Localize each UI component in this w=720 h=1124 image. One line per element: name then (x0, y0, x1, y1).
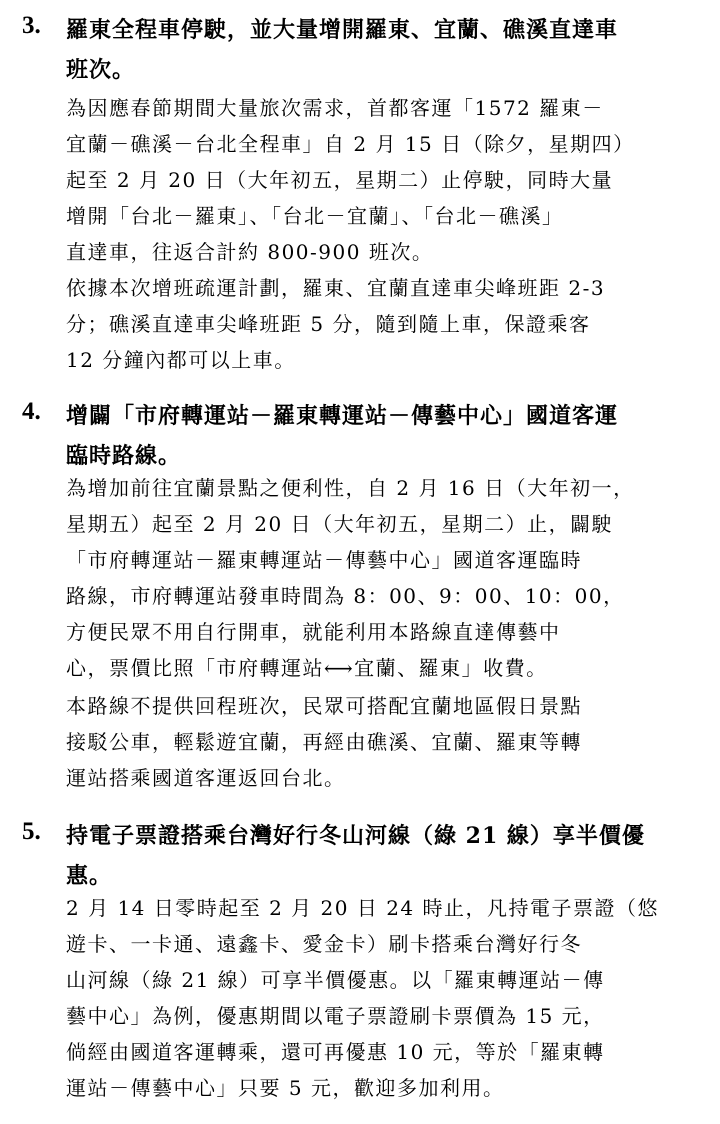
text-line: 路線，市府轉運站發車時間為 8：00、9：00、10：00， (66, 584, 625, 608)
text-line: 12 分鐘內都可以上車。 (66, 348, 296, 372)
text-line: 星期五）起至 2 月 20 日（大年初五，星期二）止，闢駛 (66, 512, 614, 536)
section-title-line: 持電子票證搭乘台灣好行冬山河線（綠 21 線）享半價優 (66, 823, 645, 849)
section-title (66, 816, 706, 896)
section-number: 5. (22, 818, 41, 845)
text-line: 為增加前往宜蘭景點之便利性，自 2 月 16 日（大年初一， (66, 476, 635, 500)
paragraph (66, 688, 696, 796)
paragraph (66, 270, 696, 378)
section-number: 4. (22, 398, 41, 425)
text-line: 增開「台北－羅東」、「台北－宜蘭」、「台北－礁溪」 (66, 204, 564, 228)
section-title-line: 班次。 (66, 57, 136, 83)
text-line: 直達車，往返合計約 800-900 班次。 (66, 240, 434, 264)
text-line: 運站搭乘國道客運返回台北。 (66, 766, 346, 790)
section-title-line: 羅東全程車停駛，並大量增開羅東、宜蘭、礁溪直達車 (66, 17, 619, 43)
section-title-line: 臨時路線。 (66, 443, 182, 469)
section-title (66, 396, 706, 476)
text-line: 分；礁溪直達車尖峰班距 5 分，隨到隨上車，保證乘客 (66, 312, 591, 336)
section-title-line: 惠。 (66, 863, 113, 889)
paragraph (66, 470, 696, 686)
text-line: 依據本次增班疏運計劃，羅東、宜蘭直達車尖峰班距 2-3 (66, 276, 606, 300)
paragraph (66, 890, 696, 1106)
text-line: 倘經由國道客運轉乘，還可再優惠 10 元，等於「羅東轉 (66, 1040, 605, 1064)
section-number: 3. (22, 12, 41, 39)
text-line: 「市府轉運站－羅東轉運站－傳藝中心」國道客運臨時 (66, 548, 582, 572)
text-line: 宜蘭－礁溪－台北全程車」自 2 月 15 日（除夕，星期四） (66, 132, 635, 156)
text-line: 方便民眾不用自行開車，就能利用本路線直達傳藝中 (66, 620, 561, 644)
text-line: 起至 2 月 20 日（大年初五，星期二）止停駛，同時大量 (66, 168, 614, 192)
text-line: 遊卡、一卡通、遠鑫卡、愛金卡）刷卡搭乘台灣好行冬 (66, 932, 582, 956)
text-line: 山河線（綠 21 線）可享半價優惠。以「羅東轉運站－傳 (66, 968, 605, 992)
text-line: 心，票價比照「市府轉運站⟷宜蘭、羅東」收費。 (66, 656, 548, 680)
paragraph (66, 90, 696, 270)
text-line: 本路線不提供回程班次，民眾可搭配宜蘭地區假日景點 (66, 694, 582, 718)
section-title (66, 10, 706, 90)
text-line: 運站－傳藝中心」只要 5 元，歡迎多加利用。 (66, 1076, 505, 1100)
text-line: 2 月 14 日零時起至 2 月 20 日 24 時止，凡持電子票證（悠 (66, 896, 660, 920)
section-title-line: 增闢「市府轉運站－羅東轉運站－傳藝中心」國道客運 (66, 403, 619, 429)
text-line: 藝中心」為例，優惠期間以電子票證刷卡票價為 15 元， (66, 1004, 605, 1028)
text-line: 接駁公車，輕鬆遊宜蘭，再經由礁溪、宜蘭、羅東等轉 (66, 730, 582, 754)
text-line: 為因應春節期間大量旅次需求，首都客運「1572 羅東－ (66, 96, 604, 120)
